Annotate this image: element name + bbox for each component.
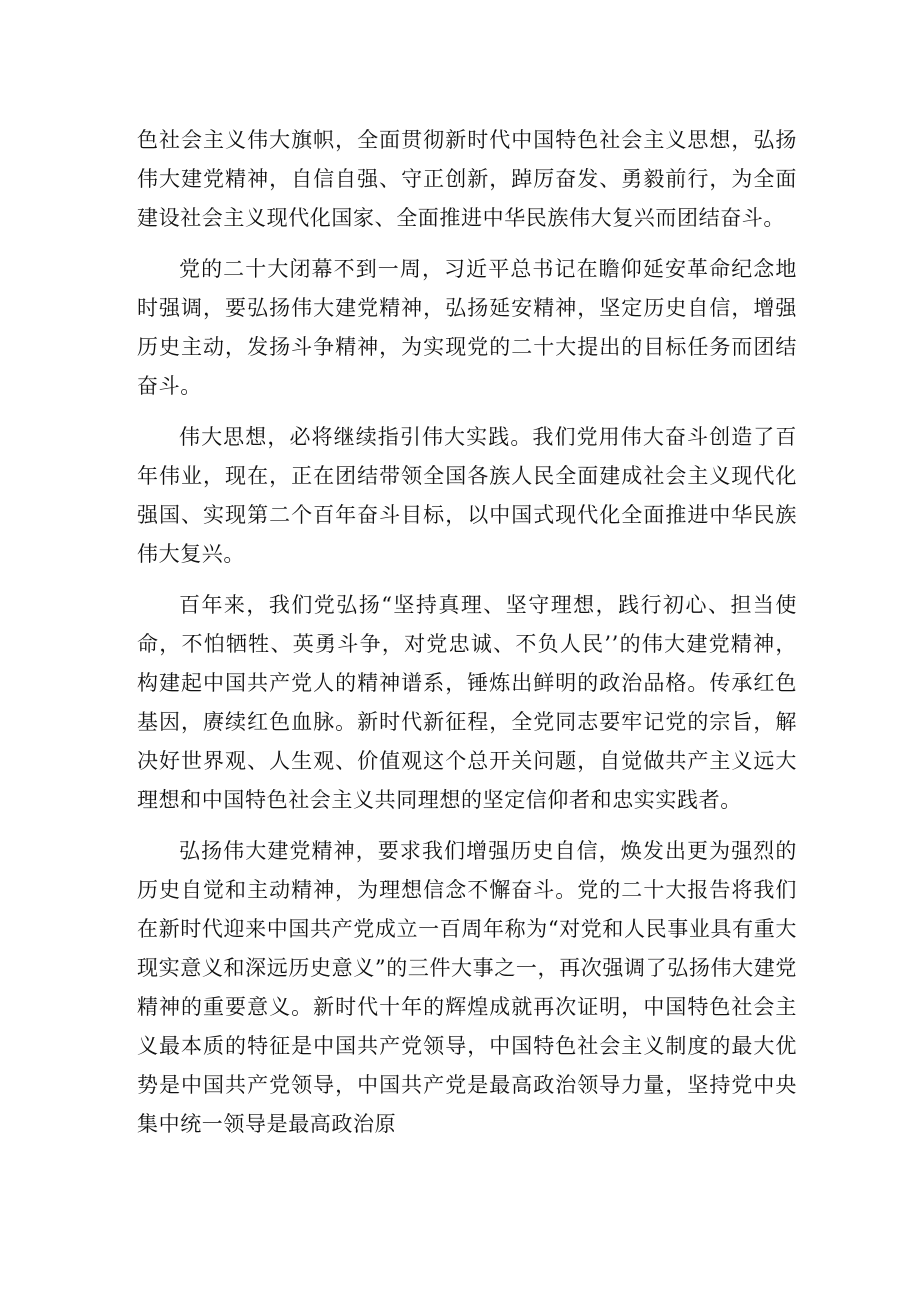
- paragraph-1: 色社会主义伟大旗帜，全面贯彻新时代中国特色社会主义思想，弘扬伟大建党精神，自信自强、守正创新，踔厉奋发、勇毅前行，为全面建设社会主义现代化国家、全面推进中华民族伟大复兴而团结奋斗。: [137, 128, 797, 230]
- document-body: [137, 121, 797, 1144]
- paragraph-2: 党的二十大闭幕不到一周，习近平总书记在瞻仰延安革命纪念地时强调，要弘扬伟大建党精神，弘扬延安精神，坚定历史自信，增强历史主动，发扬斗争精神，为实现党的二十大提出的目标任务而团结奋斗。: [137, 257, 797, 398]
- paragraph-3: 伟大思想，必将继续指引伟大实践。我们党用伟大奋斗创造了百年伟业，现在，正在团结带领全国各族人民全面建成社会主义现代化强国、实现第二个百年奋斗目标，以中国式现代化全面推进中华民族伟大复兴。: [137, 425, 797, 566]
- paragraph-4: 百年来，我们党弘扬“坚持真理、坚守理想，践行初心、担当使命，不怕牺牲、英勇斗争，对党忠诚、不负人民’’的伟大建党精神，构建起中国共产党人的精神谱系，锤炼出鲜明的政治品格。传承红色基因，赓续红色血脉。新时代新征程，全党同志要牢记党的宗旨，解决好世界观、人生观、价值观这个总开关问题，自觉做共产主义远大理想和中国特色社会主义共同理想的坚定信仰者和忠实实践者。: [137, 593, 797, 812]
- paragraph-5: 弘扬伟大建党精神，要求我们增强历史自信，焕发出更为强烈的历史自觉和主动精神，为理想信念不懈奋斗。党的二十大报告将我们在新时代迎来中国共产党成立一百周年称为“对党和人民事业具有重大现实意义和深远历史意义”的三件大事之一，再次强调了弘扬伟大建党精神的重要意义。新时代十年的辉煌成就再次证明，中国特色社会主义最本质的特征是中国共产党领导，中国特色社会主义制度的最大优势是中国共产党领导，中国共产党是最高政治领导力量，坚持党中央集中统一领导是最高政治原: [137, 839, 797, 1136]
